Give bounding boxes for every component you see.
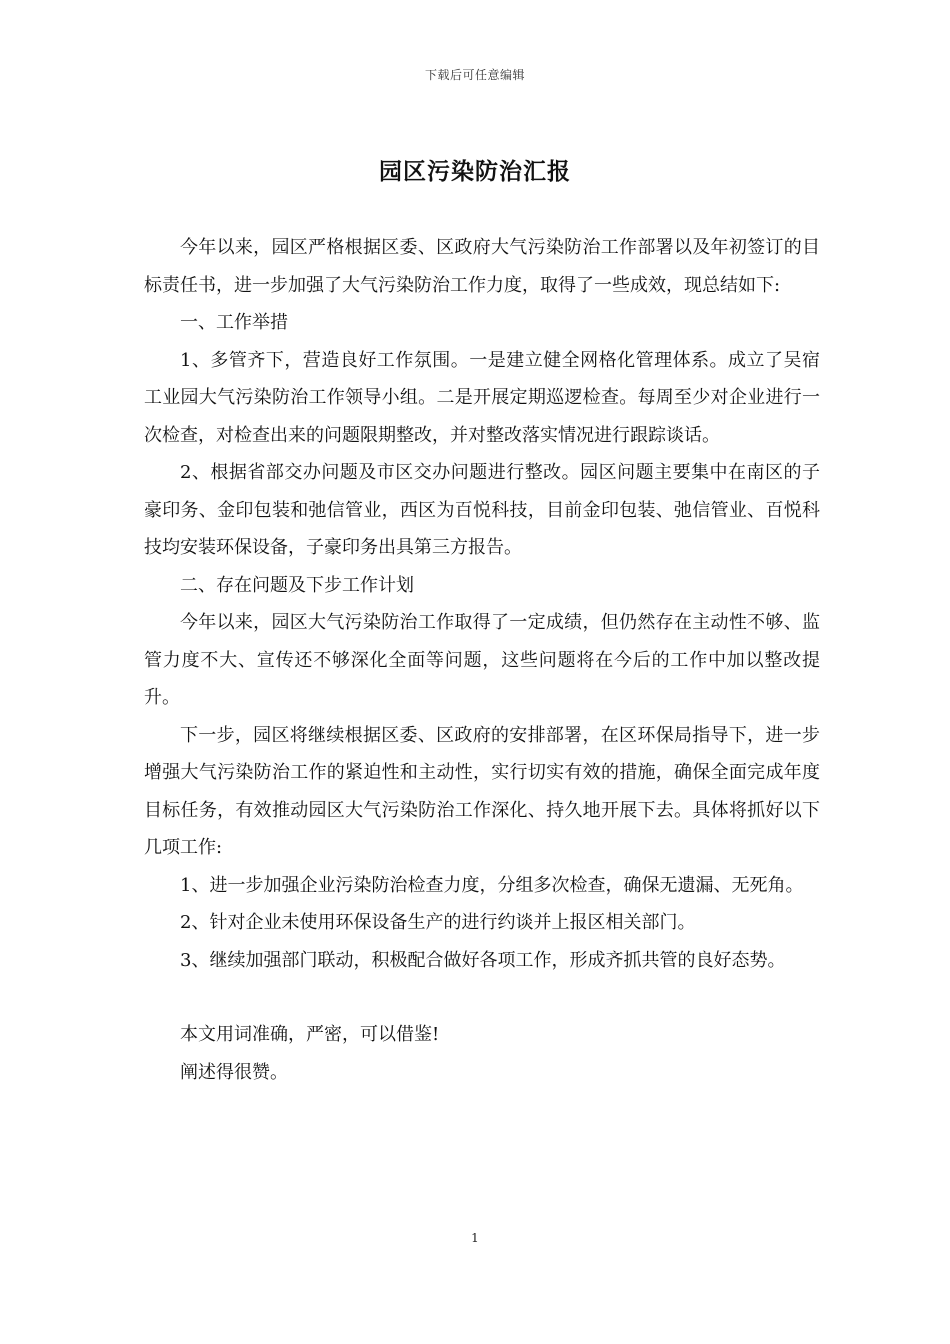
problems-paragraph: 今年以来，园区大气污染防治工作取得了一定成绩，但仍然存在主动性不够、监管力度不大、宣传还不够深化全面等问题，这些问题将在今后的工作中加以整改提升。	[144, 612, 820, 708]
section-heading-problems-plan: 二、存在问题及下步工作计划	[180, 574, 414, 596]
document-title: 园区污染防治汇报	[379, 158, 571, 185]
plan-item-1: 1、进一步加强企业污染防治检查力度，分组多次检查，确保无遗漏、无死角。	[180, 874, 804, 896]
intro-paragraph: 今年以来，园区严格根据区委、区政府大气污染防治工作部署以及年初签订的目标责任书，进一步加强了大气污染防治工作力度，取得了一些成效，现总结如下:	[144, 237, 820, 296]
measure-item-2: 2、根据省部交办问题及市区交办问题进行整改。园区问题主要集中在南区的子豪印务、金印包装和弛信管业，西区为百悦科技，目前金印包装、弛信管业、百悦科技均安装环保设备，子豪印务出具第三方报告。	[144, 462, 820, 558]
plan-item-2: 2、针对企业未使用环保设备生产的进行约谈并上报区相关部门。	[180, 912, 696, 933]
comment-1: 本文用词准确，严密，可以借鉴!	[180, 1024, 440, 1045]
section-heading-measures: 一、工作举措	[180, 312, 288, 333]
next-steps-paragraph: 下一步，园区将继续根据区委、区政府的安排部署，在区环保局指导下，进一步增强大气污染防治工作的紧迫性和主动性，实行切实有效的措施，确保全面完成年度目标任务，有效推动园区大气污染防治工作深化、持久地开展下去。具体将抓好以下几项工作:	[144, 724, 820, 858]
document-body	[144, 229, 820, 1091]
page-header: 下载后可任意编辑	[424, 68, 525, 82]
page-number: 1	[471, 1231, 479, 1245]
measure-item-1: 1、多管齐下，营造良好工作氛围。一是建立健全网格化管理体系。成立了吴宿工业园大气污染防治工作领导小组。二是开展定期巡逻检查。每周至少对企业进行一次检查，对检查出来的问题限期整改，并对整改落实情况进行跟踪谈话。	[144, 349, 820, 446]
paragraph-gap	[144, 979, 820, 1016]
comment-2: 阐述得很赞。	[180, 1061, 288, 1083]
plan-item-3: 3、继续加强部门联动，积极配合做好各项工作，形成齐抓共管的良好态势。	[180, 949, 786, 971]
